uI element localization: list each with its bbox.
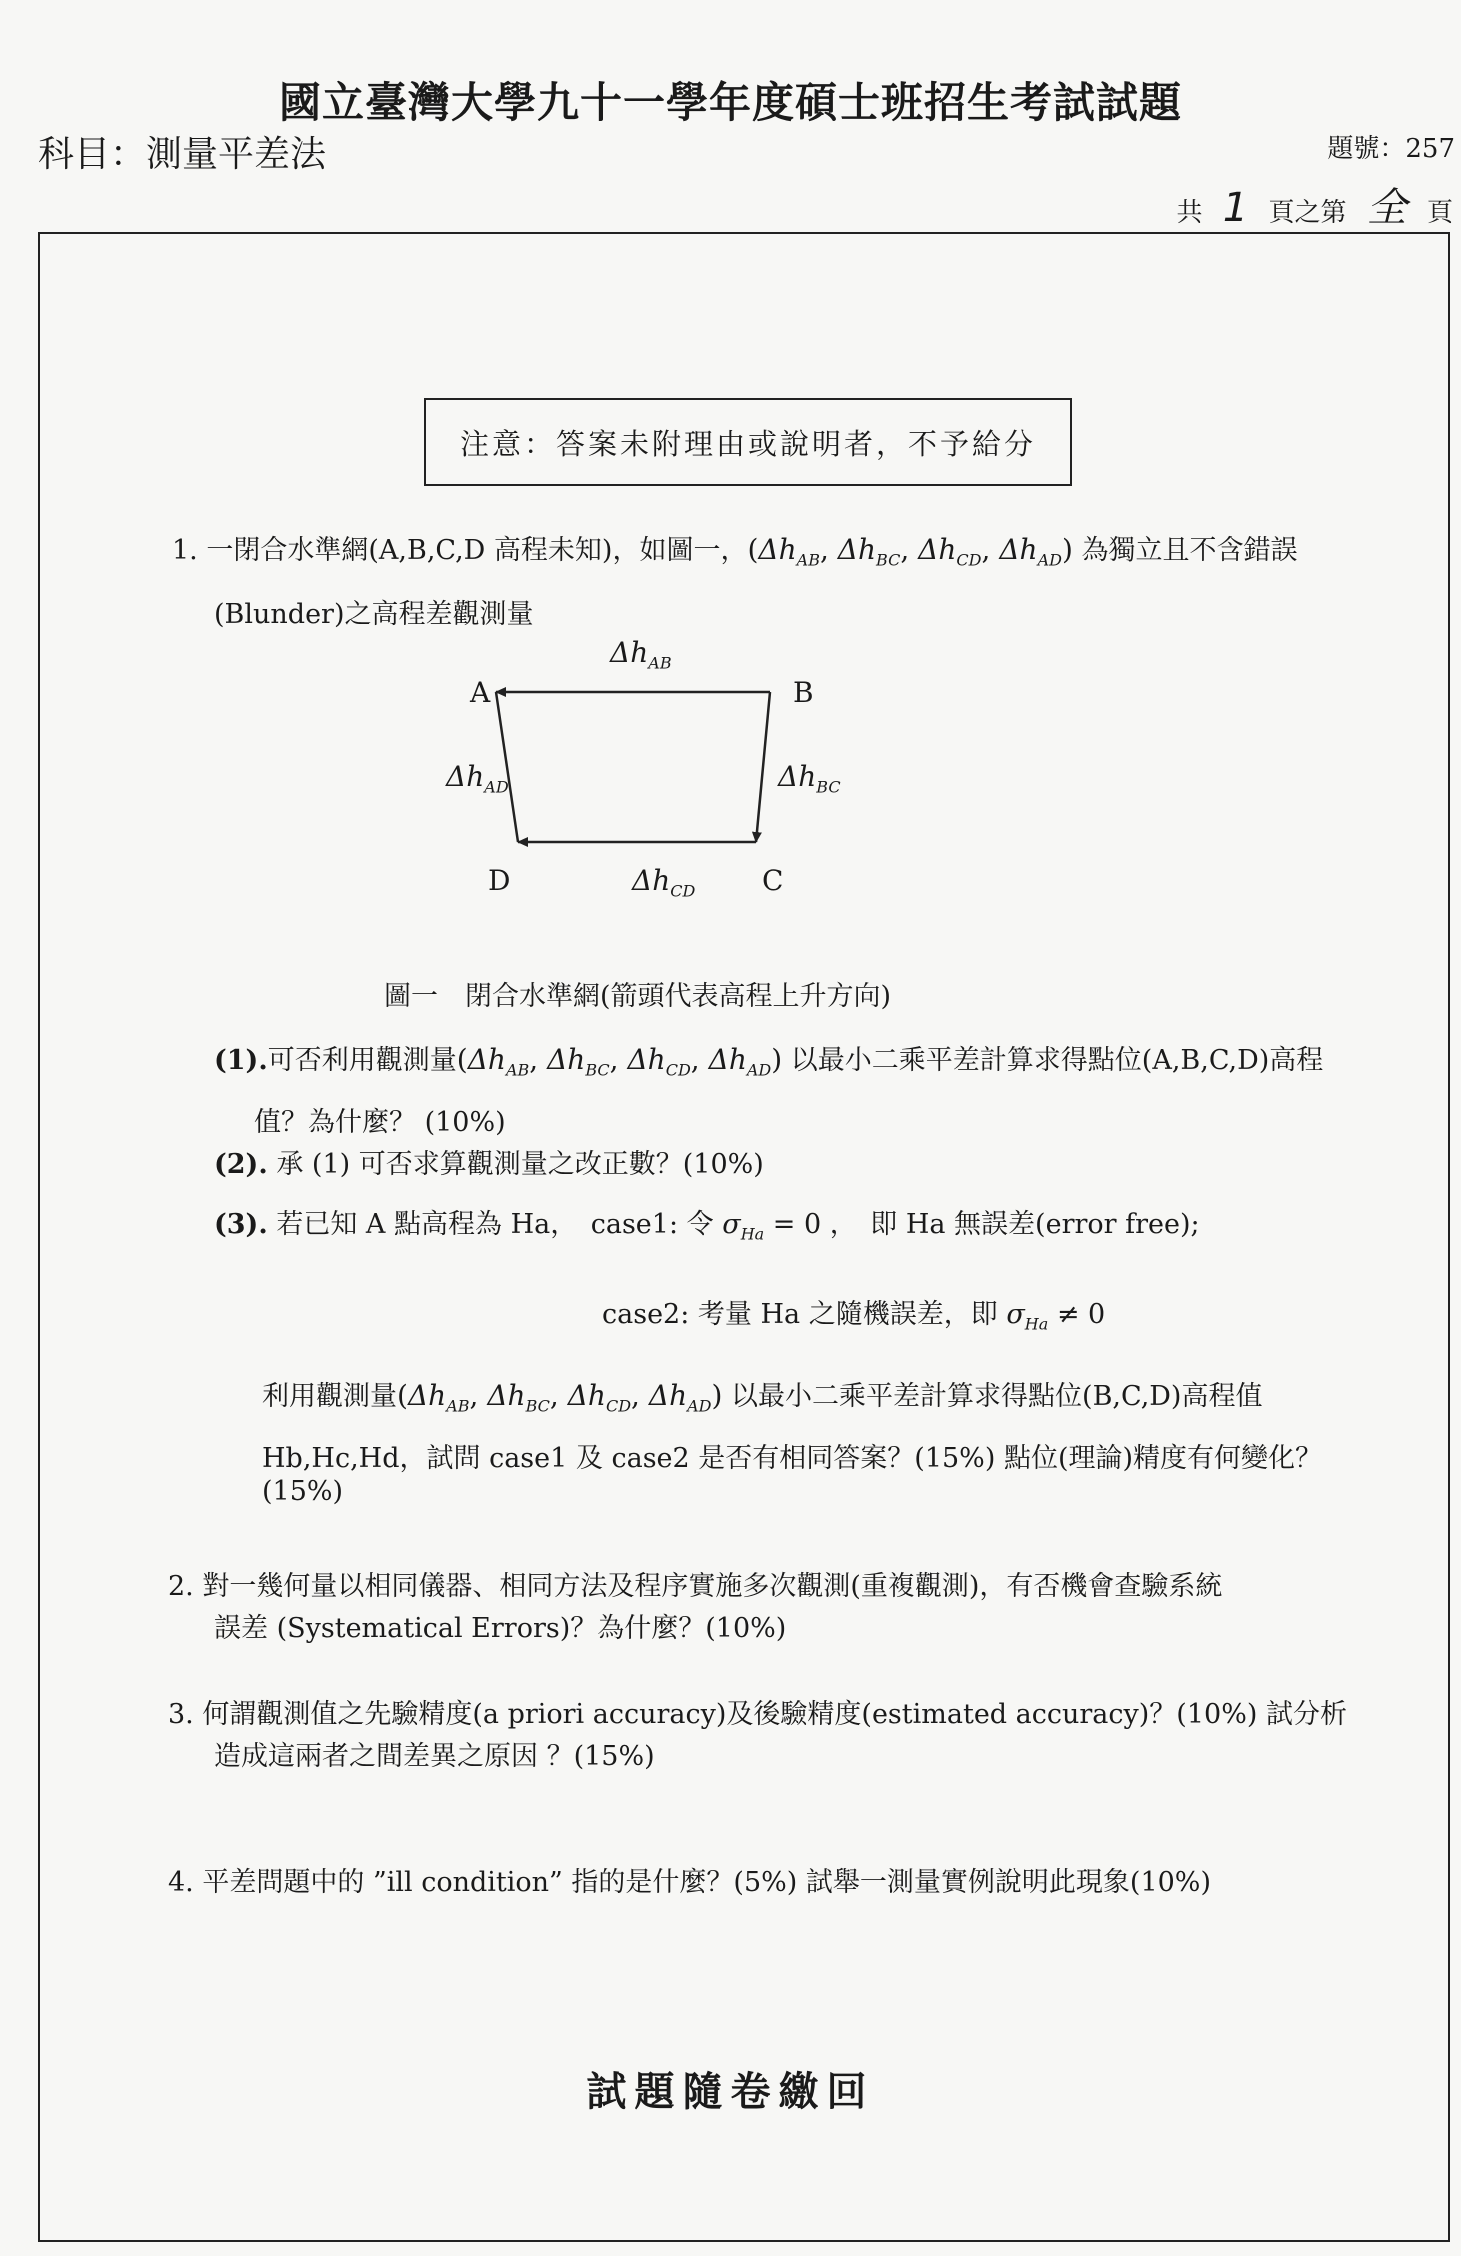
q1-3-case2-eq: ≠ 0 [1056, 1299, 1106, 1330]
q1-1-obs-set: ($\Delta h_{AB}$, $\Delta h_{BC}$, $\Delta h_{CD}$, $\Delta h_{AD}$) [456, 1043, 783, 1080]
q1-1-pre: 可否利用觀測量 [267, 1045, 457, 1076]
subject-label: 科目：測量平差法 [38, 134, 327, 175]
q1-line2: (Blunder)之高程差觀測量 [214, 599, 534, 630]
point-b-label: B [793, 676, 814, 709]
q3-number: 3. [168, 1699, 194, 1730]
q1-3-line1 [214, 1202, 1200, 1243]
q1-3-case2 [602, 1292, 1105, 1333]
page-total: 1 [1222, 185, 1249, 231]
q3-line1 [168, 1692, 1347, 1731]
q1-number: 1. [172, 535, 198, 566]
page-suffix: 頁 [1426, 198, 1453, 228]
q2-text: 對一幾何量以相同儀器、相同方法及程序實施多次觀測(重複觀測)，有否機會查驗系統 [202, 1571, 1223, 1602]
q1-3-case1-eq: = 0 ， 即 Ha 無誤差(error free); [772, 1209, 1200, 1240]
q4-number: 4. [168, 1867, 194, 1898]
q1-text: 一閉合水準網(A,B,C,D 高程未知)，如圖一， [206, 535, 748, 566]
q1-1-line2: 值？為什麼？ (10%) [254, 1107, 506, 1138]
point-d-label: D [488, 864, 511, 897]
sigma-ha-symbol: $\sigma_{Ha}$ [1006, 1299, 1049, 1334]
question-number: 題號：257 [1327, 134, 1455, 164]
q2-line2: 誤差 (Systematical Errors)？為什麼？(10%) [214, 1613, 787, 1644]
edge-bc-line [756, 692, 770, 842]
q1-2-text: 承 (1) 可否求算觀測量之改正數？(10%) [276, 1149, 764, 1180]
edge-ad-label: $\Delta h_{AD}$ [446, 760, 509, 797]
point-c-label: C [762, 864, 784, 897]
page-mid: 頁之第 [1268, 198, 1347, 228]
q1-2-number: (2). [214, 1149, 268, 1180]
q1-1-number: (1). [214, 1045, 268, 1076]
page-current: 全 [1366, 185, 1407, 231]
q1-obs-set: ($\Delta h_{AB}$, $\Delta h_{BC}$, $\Delta h_{CD}$, $\Delta h_{AD}$) [747, 533, 1073, 570]
point-a-label: A [470, 676, 491, 709]
q3-text: 何謂觀測值之先驗精度(a priori accuracy)及後驗精度(estimated accuracy)？(10%) 試分析 [202, 1699, 1347, 1730]
q2-number: 2. [168, 1571, 194, 1602]
figure-caption: 圖一 閉合水準網(箭頭代表高程上升方向) [384, 981, 892, 1012]
q1-text-tail: 為獨立且不含錯誤 [1081, 535, 1298, 566]
q1-3-line3 [262, 1374, 1262, 1416]
q4-line [168, 1860, 1211, 1899]
q1-3-case2-pre: case2: 考量 Ha 之隨機誤差，即 [602, 1299, 998, 1330]
q4-text: 平差問題中的 ”ill condition” 指的是什麼？(5%) 試舉一測量實例說明此現象(10%) [202, 1867, 1211, 1898]
edge-ab-label: $\Delta h_{AB}$ [610, 636, 672, 673]
q1-3-line4: Hb,Hc,Hd，試問 case1 及 case2 是否有相同答案？(15%) 點位(理論)精度有何變化？ [262, 1443, 1323, 1474]
q1-1-post: 以最小二乘平差計算求得點位(A,B,C,D)高程 [790, 1045, 1324, 1076]
q1-3-line5: (15%) [262, 1476, 344, 1507]
q1-3-line3-post: 以最小二乘平差計算求得點位(B,C,D)高程值 [731, 1381, 1263, 1412]
page-prefix: 共 [1176, 198, 1203, 228]
notice-box: 注意：答案未附理由或說明者，不予給分 [424, 398, 1072, 486]
edge-bc-label: $\Delta h_{BC}$ [778, 760, 841, 797]
q2-line1 [168, 1564, 1222, 1603]
q1-2-line [214, 1142, 764, 1181]
exam-title: 國立臺灣大學九十一學年度碩士班招生考試試題 [278, 78, 1182, 127]
edge-cd-label: $\Delta h_{CD}$ [632, 864, 696, 901]
sigma-ha-symbol: $\sigma_{Ha}$ [722, 1209, 765, 1244]
q1-3-obs-set: ($\Delta h_{AB}$, $\Delta h_{BC}$, $\Delta h_{CD}$, $\Delta h_{AD}$) [397, 1379, 723, 1416]
q3-line2: 造成這兩者之間差異之原因 ？(15%) [214, 1741, 655, 1772]
q1-3-number: (3). [214, 1209, 268, 1240]
q1-3-pre: 若已知 A 點高程為 Ha， case1: 令 [276, 1209, 714, 1240]
q1-1-line1 [214, 1038, 1323, 1080]
q1-3-line3-pre: 利用觀測量 [262, 1381, 397, 1412]
return-notice: 試題隨卷繳回 [586, 2068, 875, 2115]
